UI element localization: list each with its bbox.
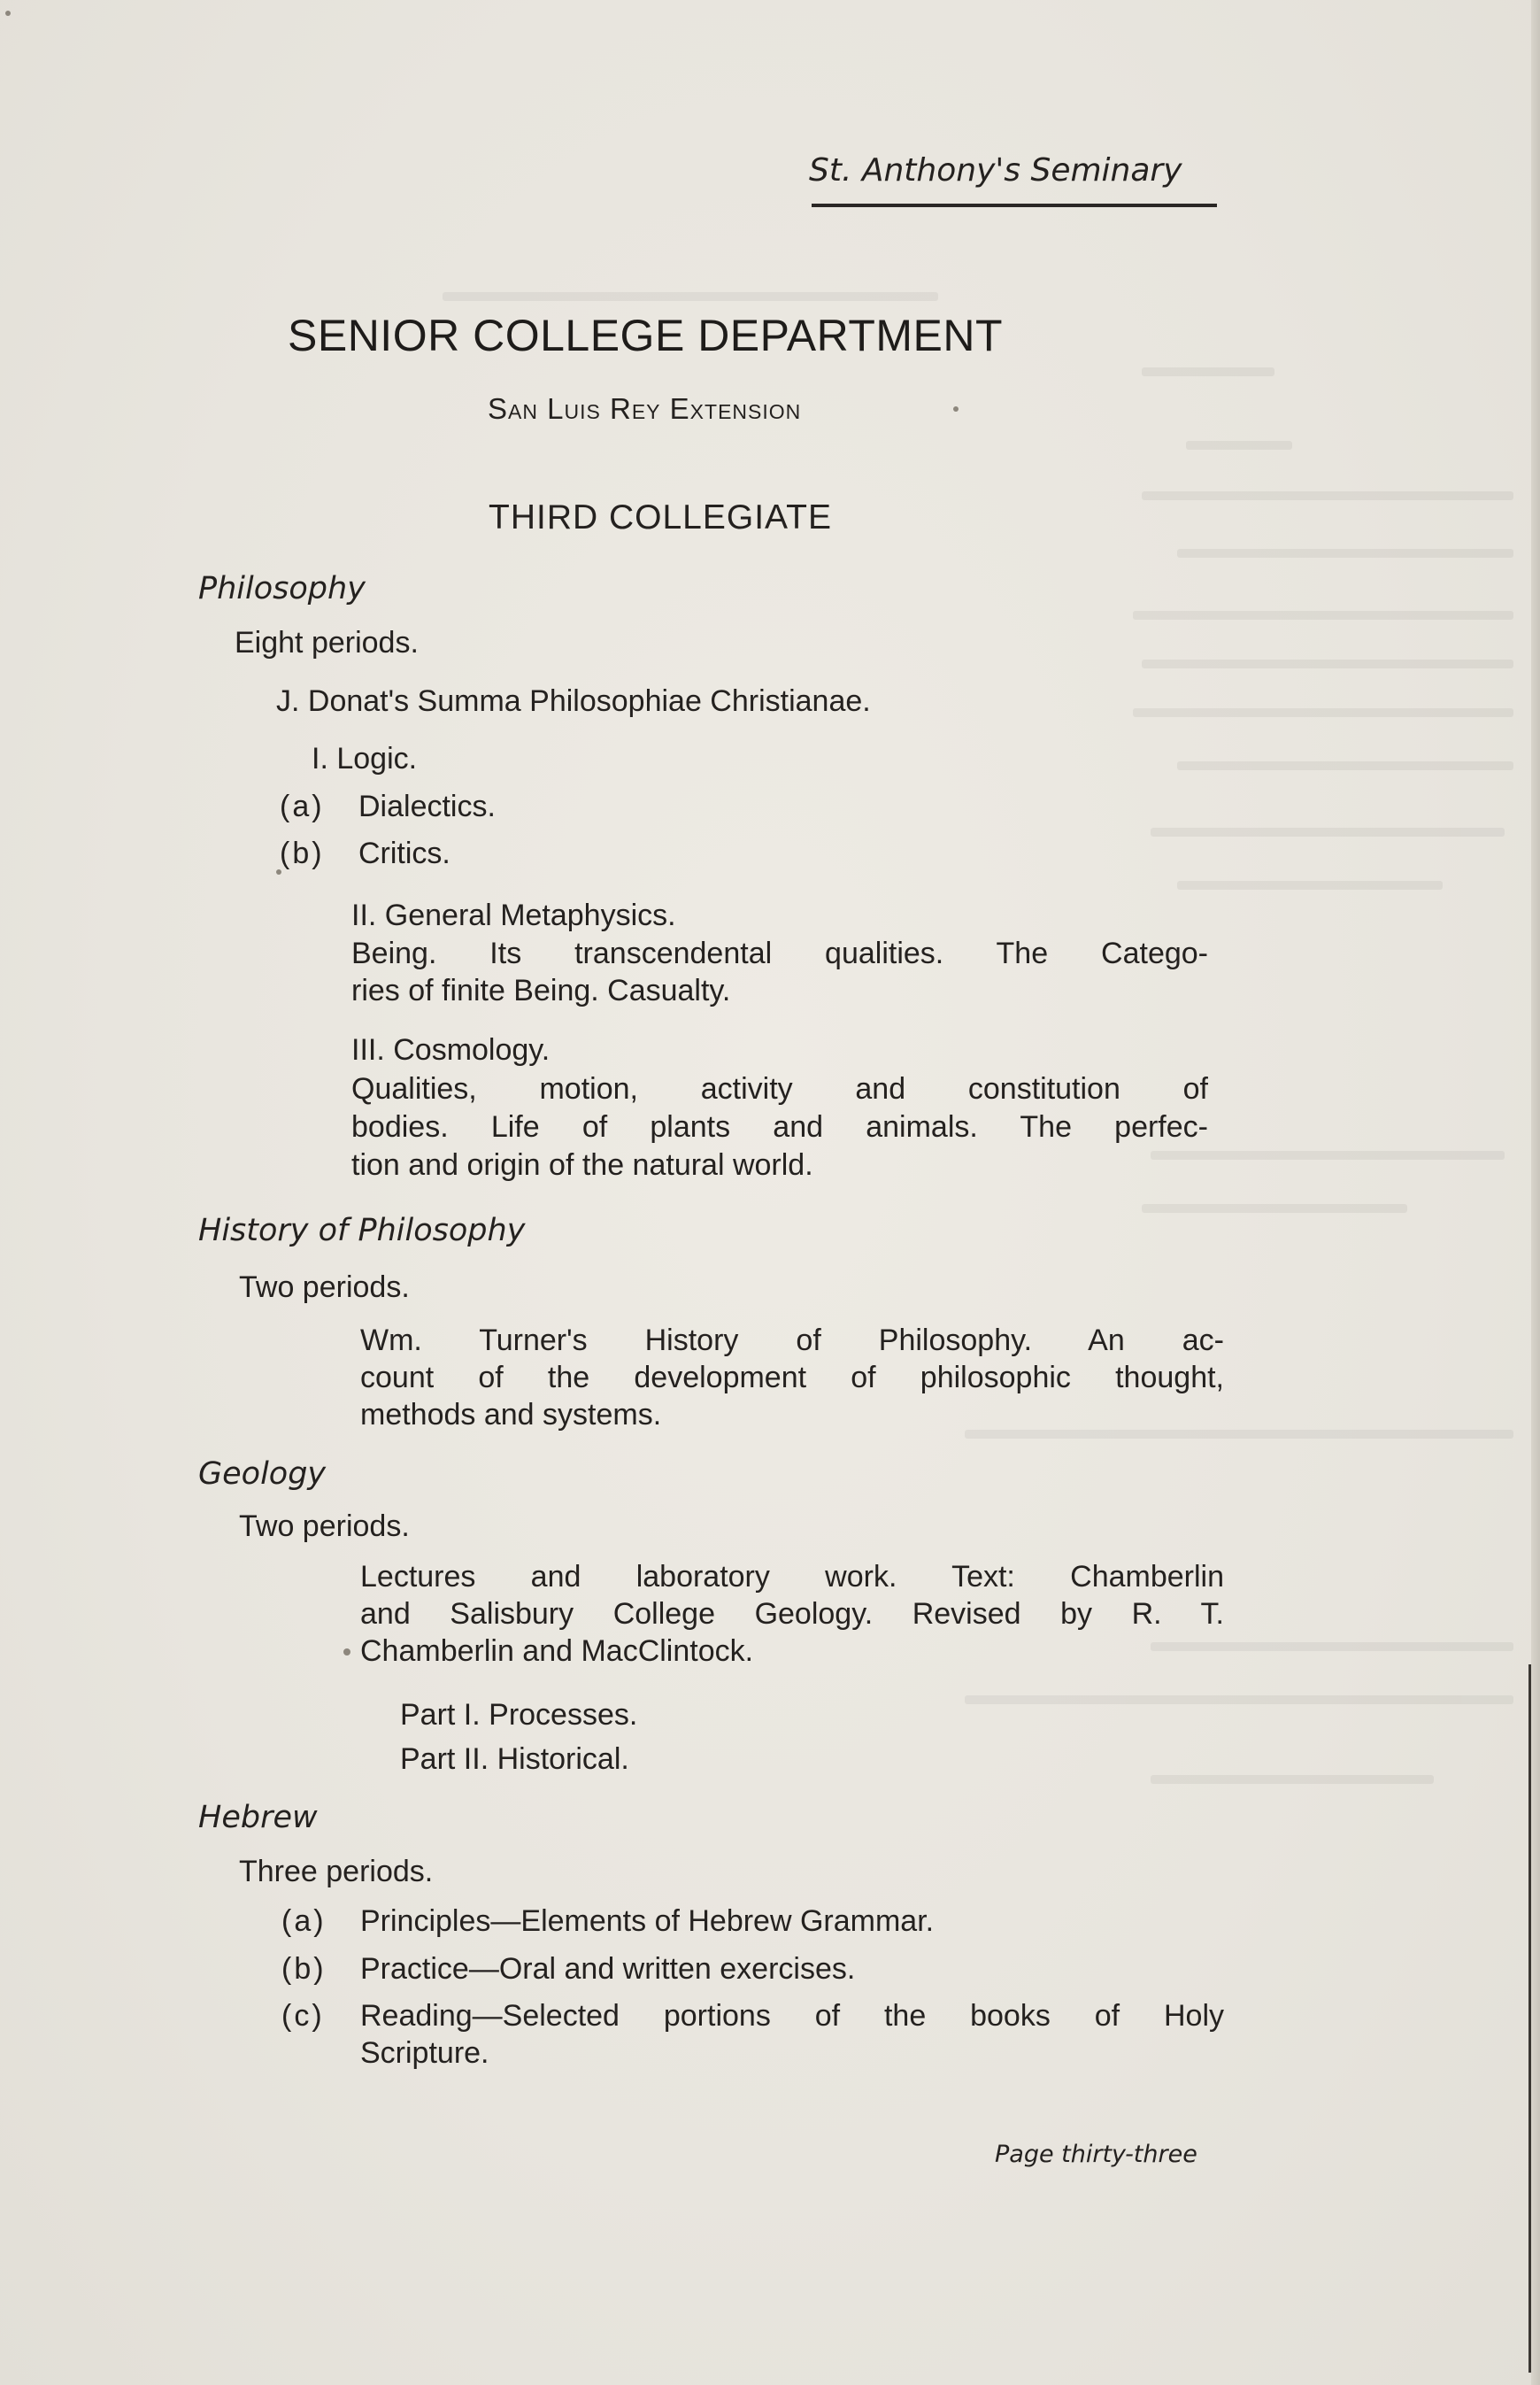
hebrew-item-c-text <box>360 1999 1224 2034</box>
text-line: bodies. Life of plants and animals. The perfec- <box>351 1110 1208 1144</box>
page-title: SENIOR COLLEGE DEPARTMENT <box>288 311 1004 360</box>
hebrew-item-a-marker: (a) <box>281 1904 327 1938</box>
philosophy-text: J. Donat's Summa Philosophiae Christianae. <box>276 684 871 718</box>
hebrew-item-b-text: Practice—Oral and written exercises. <box>360 1952 856 1986</box>
logic-a-text: Dialectics. <box>358 790 496 823</box>
history-heading: History of Philosophy <box>198 1213 526 1248</box>
text-line: Qualities, motion, activity and constitution of <box>351 1072 1208 1106</box>
hebrew-periods: Three periods. <box>239 1855 434 1888</box>
history-periods: Two periods. <box>239 1270 410 1304</box>
text-line: Being. Its transcendental qualities. The Catego- <box>351 937 1208 970</box>
cosmology-text <box>351 1072 1208 1107</box>
header-rule <box>812 204 1217 207</box>
geology-periods: Two periods. <box>239 1509 410 1543</box>
page-subtitle: San Luis Rey Extension <box>488 392 802 425</box>
hebrew-item-b-marker: (b) <box>281 1952 327 1986</box>
cosmology-text-end <box>351 1148 813 1183</box>
hebrew-item-c-continued: Scripture. <box>360 2036 489 2070</box>
logic-a-marker: (a) <box>280 790 325 823</box>
paper-speck <box>953 406 959 412</box>
history-text <box>360 1324 1224 1358</box>
running-header: St. Anthony's Seminary <box>809 152 1182 189</box>
logic-label: I. Logic. <box>312 742 418 776</box>
geology-text <box>360 1597 1224 1632</box>
text-line: count of the development of philosophic thought, <box>360 1361 1224 1394</box>
geology-heading: Geology <box>198 1456 327 1492</box>
logic-b-marker: (b) <box>280 837 325 870</box>
text-line: methods and systems. <box>360 1398 662 1432</box>
geology-text-end <box>360 1634 753 1669</box>
geology-part-1: Part I. Processes. <box>400 1698 638 1732</box>
metaphysics-text <box>351 937 1208 971</box>
text-line: Reading—Selected portions of the books of Holy <box>360 1999 1224 2033</box>
hebrew-heading: Hebrew <box>198 1800 318 1835</box>
metaphysics-text-end <box>351 974 730 1008</box>
page-number: Page thirty-three <box>995 2141 1197 2168</box>
geology-text <box>360 1560 1224 1594</box>
section-title: THIRD COLLEGIATE <box>489 498 833 536</box>
text-line: Lectures and laboratory work. Text: Chamberlin <box>360 1560 1224 1594</box>
text-line: Chamberlin and MacClintock. <box>360 1634 754 1668</box>
metaphysics-label: II. General Metaphysics. <box>351 899 676 932</box>
text-line: and Salisbury College Geology. Revised by R. T. <box>360 1597 1224 1631</box>
geology-part-2: Part II. Historical. <box>400 1742 629 1776</box>
paper-speck <box>343 1648 350 1656</box>
cosmology-text <box>351 1110 1208 1145</box>
page-edge-shadow <box>1531 0 1540 2385</box>
hebrew-item-a-text: Principles—Elements of Hebrew Grammar. <box>360 1904 935 1938</box>
text-line: tion and origin of the natural world. <box>351 1148 813 1182</box>
history-text-end <box>360 1398 661 1432</box>
page-edge-line <box>1528 1664 1531 2373</box>
philosophy-heading: Philosophy <box>198 571 366 606</box>
history-text <box>360 1361 1224 1395</box>
logic-b-text: Critics. <box>358 837 450 870</box>
hebrew-item-c-marker: (c) <box>281 1999 325 2033</box>
philosophy-periods: Eight periods. <box>235 626 419 660</box>
paper-speck <box>5 11 11 16</box>
text-line: Wm. Turner's History of Philosophy. An ac- <box>360 1324 1224 1357</box>
cosmology-label: III. Cosmology. <box>351 1033 551 1067</box>
text-line: ries of finite Being. Casualty. <box>351 974 731 1007</box>
